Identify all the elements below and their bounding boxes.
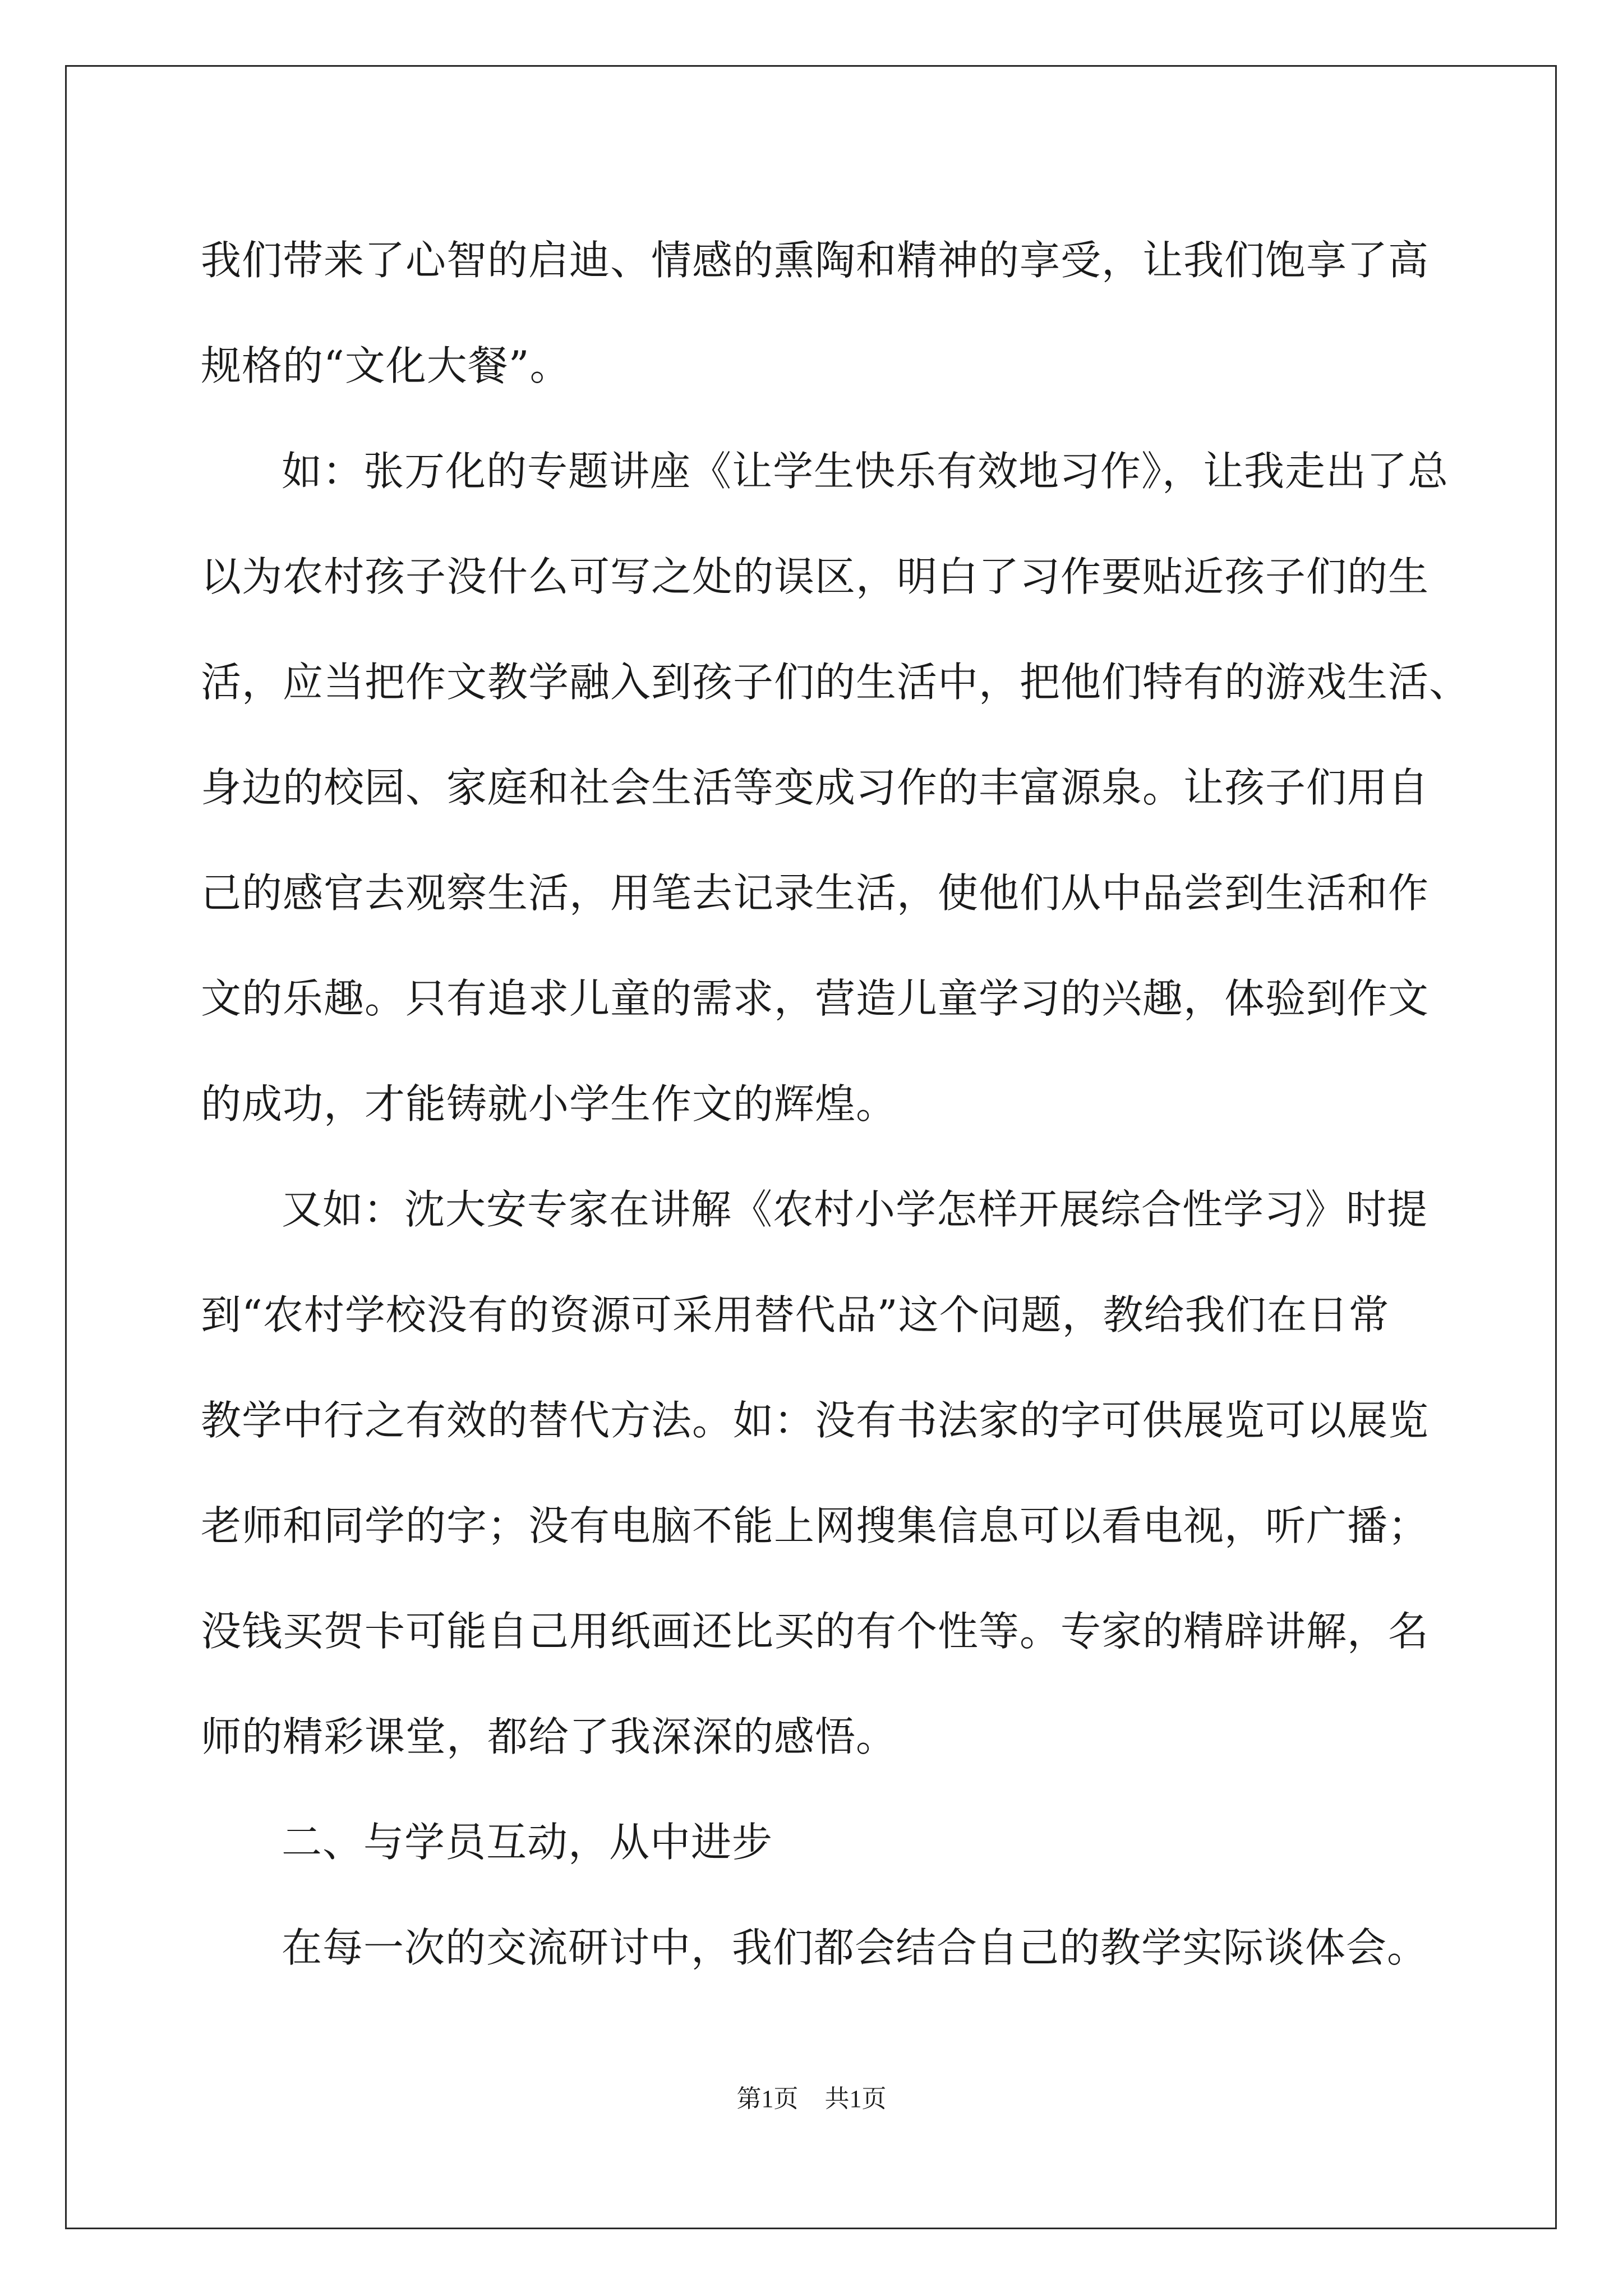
text-line: 在每一次的交流研讨中，我们都会结合自己的教学实际谈体会。 [282, 1924, 1428, 1971]
page-footer [0, 2078, 1623, 2114]
text-line: 如：张万化的专题讲座《让学生快乐有效地习作》，让我走出了总 [282, 448, 1449, 495]
text-line: 活，应当把作文教学融入到孩子们的生活中，把他们特有的游戏生活、 [201, 659, 1470, 706]
text-line: 己的感官去观察生活，用笔去记录生活，使他们从中品尝到生活和作 [201, 869, 1430, 917]
text-line: 的成功，才能铸就小学生作文的辉煌。 [201, 1080, 897, 1128]
text-line: 二、与学员互动，从中进步 [282, 1819, 773, 1866]
text-line: 到“农村学校没有的资源可采用替代品”这个问题，教给我们在日常 [201, 1291, 1390, 1338]
text-line: 规格的“文化大餐”。 [201, 342, 571, 389]
text-line: 文的乐趣。只有追求儿童的需求，营造儿童学习的兴趣，体验到作文 [201, 975, 1430, 1022]
text-line: 师的精彩课堂，都给了我深深的感悟。 [201, 1713, 897, 1760]
document-body [201, 208, 1470, 2000]
page-number: 第1页 [736, 2085, 799, 2113]
text-line: 没钱买贺卡可能自己用纸画还比买的有个性等。专家的精辟讲解，名 [201, 1608, 1430, 1655]
text-line: 身边的校园、家庭和社会生活等变成习作的丰富源泉。让孩子们用自 [201, 764, 1430, 811]
text-line: 我们带来了心智的启迪、情感的熏陶和精神的享受，让我们饱享了高 [201, 237, 1430, 284]
page-count: 共1页 [824, 2085, 887, 2113]
text-line: 老师和同学的字；没有电脑不能上网搜集信息可以看电视，听广播； [201, 1502, 1430, 1549]
text-line: 以为农村孩子没什么可写之处的误区，明白了习作要贴近孩子们的生 [201, 553, 1430, 600]
text-line: 教学中行之有效的替代方法。如：没有书法家的字可供展览可以展览 [201, 1397, 1430, 1444]
text-line: 又如：沈大安专家在讲解《农村小学怎样开展综合性学习》时提 [282, 1186, 1428, 1233]
